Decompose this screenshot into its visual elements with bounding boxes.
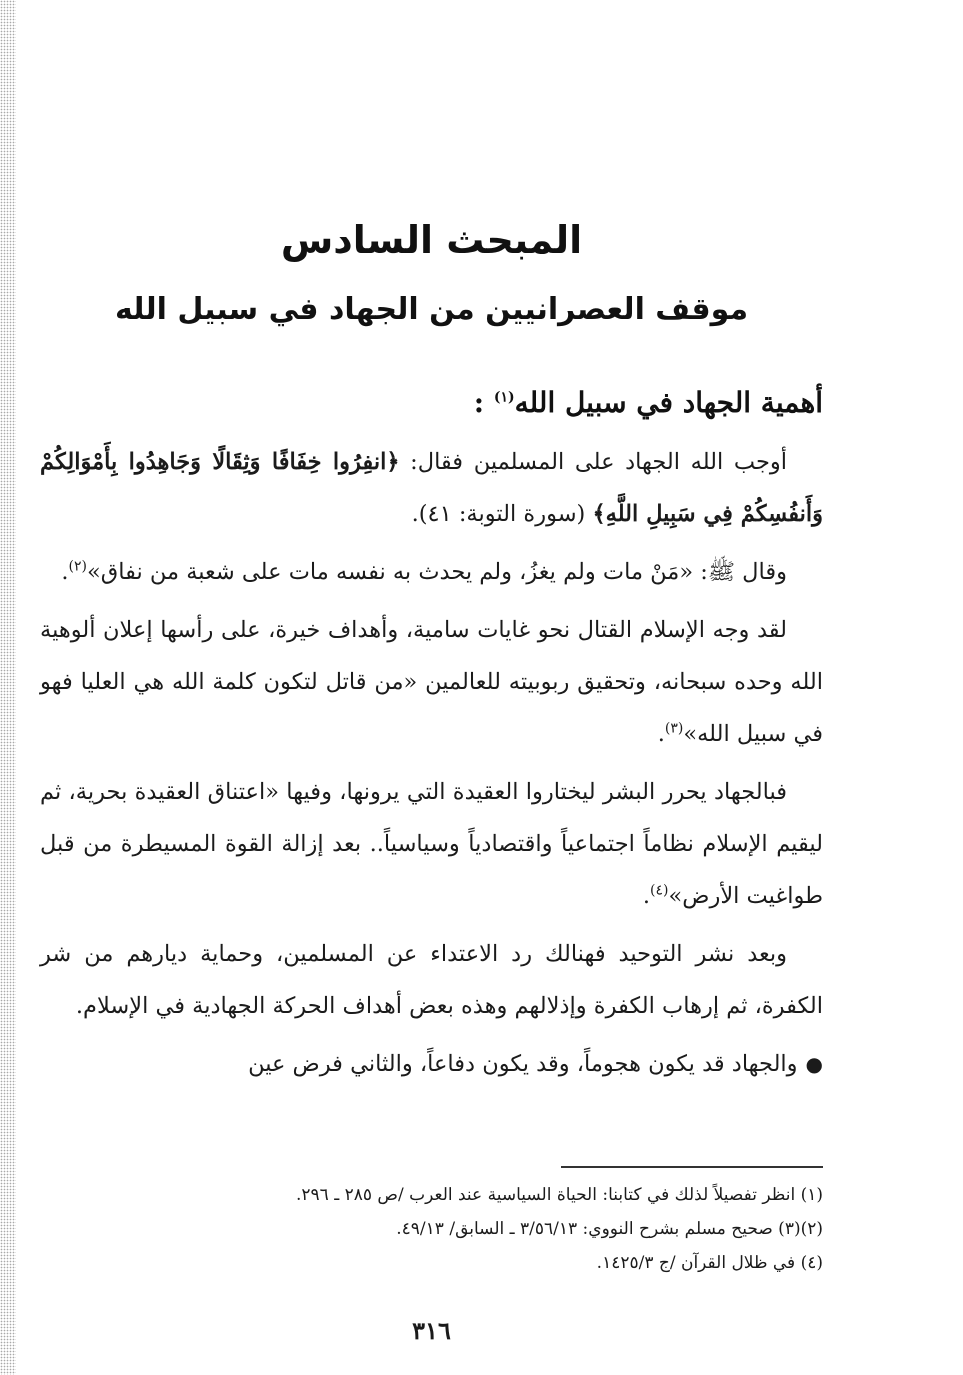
footnote-ref[interactable]: (٤) bbox=[650, 882, 669, 899]
paragraph-text: وبعد نشر التوحيد فهنالك رد الاعتداء عن المسلمين، وحماية ديارهم من شر الكفرة، ثم إرهاب الكفرة وإذلالهم وهذه بعض أهداف الحركة الجهادية في الإسلام. bbox=[40, 941, 823, 1019]
paragraph-end: . bbox=[61, 559, 69, 585]
footnote-ref[interactable]: (٢) bbox=[68, 558, 87, 575]
footnote-item: (٢)(٣) صحيح مسلم بشرح النووي: ٣/٥٦/١٣ ـ السابق/ ٤٩/١٣. bbox=[396, 1219, 823, 1239]
page-number: ٣١٦ bbox=[412, 1316, 451, 1345]
section-subtitle: موقف العصرانيين من الجهاد في سبيل الله bbox=[114, 292, 749, 327]
section-title: المبحث السادس bbox=[280, 218, 583, 262]
footnote-separator bbox=[561, 1166, 823, 1168]
paragraph bbox=[40, 546, 823, 598]
bullet-icon: ● bbox=[805, 1052, 823, 1076]
footnote-item: (١) انظر تفصيلاً لذلك في كتابنا: الحياة السياسية عند العرب /ص ٢٨٥ ـ ٢٩٦. bbox=[296, 1185, 823, 1205]
bullet-paragraph bbox=[40, 1038, 823, 1090]
paragraph-text: فبالجهاد يحرر البشر ليختاروا العقيدة التي يرونها، وفيها «اعتناق العقيدة بحرية، ثم ليقيم الإسلام نظاماً اجتماعياً واقتصادياً وسياسياً.. بعد إزالة القوة المسيطرة من قبل طواغيت الأرض» bbox=[40, 779, 823, 909]
paragraph-end: . bbox=[657, 721, 665, 747]
heading-text: أهمية الجهاد في سبيل الله bbox=[514, 386, 823, 419]
scan-edge-texture bbox=[0, 0, 16, 1375]
paragraph-end: . bbox=[642, 883, 651, 909]
paragraph-text: لقد وجه الإسلام القتال نحو غايات سامية، وأهداف خيرة، على رأسها إعلان ألوهية الله وحده سبحانه، وتحقيق ربوبيته للعالمين «من قاتل لتكون كلمة الله هي العليا فهو في سبيل الله» bbox=[40, 617, 823, 747]
document-page bbox=[40, 0, 823, 1375]
paragraph bbox=[40, 928, 823, 1032]
section-heading bbox=[474, 386, 823, 419]
paragraph-lead: أوجب الله الجهاد على المسلمين فقال: bbox=[399, 449, 787, 475]
paragraph-text: والجهاد قد يكون هجوماً، وقد يكون دفاعاً، والثاني فرض عين bbox=[248, 1051, 798, 1077]
verse-citation: (سورة التوبة: ٤١). bbox=[411, 501, 593, 527]
paragraph bbox=[40, 436, 823, 540]
body-text bbox=[40, 436, 823, 1096]
footnotes bbox=[40, 1178, 823, 1280]
heading-colon: : bbox=[473, 386, 485, 419]
paragraph bbox=[40, 604, 823, 760]
paragraph bbox=[40, 766, 823, 922]
footnote-ref[interactable]: (٣) bbox=[664, 720, 684, 737]
paragraph-text: وقال ﷺ: «مَنْ مات ولم يغزُ، ولم يحدث به نفسه مات على شعبة من نفاق» bbox=[87, 559, 787, 585]
footnote-ref[interactable]: (١) bbox=[493, 389, 515, 406]
quran-verse: ﴿انفِرُوا خِفَافًا وَثِقَالًا وَجَاهِدُوا بِأَمْوَالِكُمْ وَأَنفُسِكُمْ فِي سَبِيلِ اللَّهِ﴾ bbox=[40, 449, 823, 527]
footnote-item: (٤) في ظلال القرآن /ج ١٤٢٥/٣. bbox=[596, 1253, 823, 1273]
